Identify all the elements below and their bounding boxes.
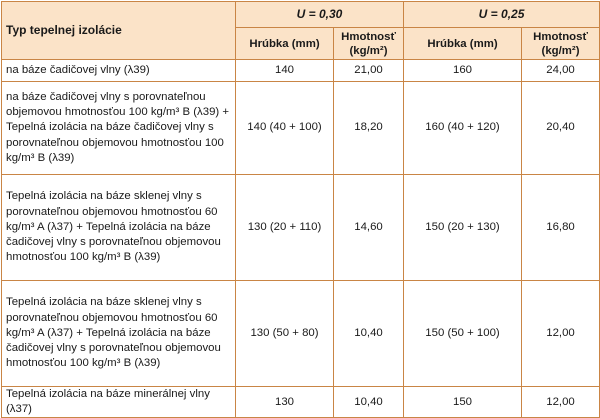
u025-weight-header: Hmotnosť (kg/m²) (522, 28, 600, 60)
u030-weight-cell: 21,00 (334, 60, 404, 82)
u025-weight-cell: 24,00 (522, 60, 600, 82)
u025-thickness-cell: 150 (20 + 130) (404, 175, 522, 281)
u025-weight-cell: 16,80 (522, 175, 600, 281)
u030-header-label: U = 0,30 (296, 6, 343, 21)
u030-thickness-header: Hrúbka (mm) (236, 28, 334, 60)
u030-thickness-cell: 130 (236, 387, 334, 418)
u030-thickness-cell: 130 (50 + 80) (236, 281, 334, 387)
row-description: na báze čadičovej vlny s porovnateľnou objemovou hmotnosťou 100 kg/m³ B (λ39) + Tepelná izolácia na báze čadičovej vlny s porovnateľnou objemovou hmotnosťou 100 kg/m³ B (λ39) (2, 82, 236, 175)
u025-thickness-cell: 150 (50 + 100) (404, 281, 522, 387)
u030-weight-cell: 10,40 (334, 281, 404, 387)
table-row (2, 387, 600, 418)
insulation-table (1, 1, 600, 418)
row-description: Tepelná izolácia na báze minerálnej vlny (λ37) (2, 387, 236, 418)
table-row (2, 60, 600, 82)
u025-thickness-header: Hrúbka (mm) (404, 28, 522, 60)
u025-thickness-cell: 150 (404, 387, 522, 418)
type-header: Typ tepelnej izolácie (2, 2, 236, 60)
u025-header-label: U = 0,25 (478, 6, 525, 21)
u030-weight-cell: 14,60 (334, 175, 404, 281)
u030-weight-cell: 10,40 (334, 387, 404, 418)
table-row (2, 175, 600, 281)
u025-weight-cell: 20,40 (522, 82, 600, 175)
u025-header (404, 2, 600, 28)
u030-weight-cell: 18,20 (334, 82, 404, 175)
u025-weight-cell: 12,00 (522, 387, 600, 418)
u025-thickness-cell: 160 (40 + 120) (404, 82, 522, 175)
u030-thickness-cell: 140 (40 + 100) (236, 82, 334, 175)
row-description: na báze čadičovej vlny (λ39) (2, 60, 236, 82)
u030-thickness-cell: 140 (236, 60, 334, 82)
u030-thickness-cell: 130 (20 + 110) (236, 175, 334, 281)
row-description: Tepelná izolácia na báze sklenej vlny s porovnateľnou objemovou hmotnosťou 60 kg/m³ A (λ37) + Tepelná izolácia na báze čadičovej vlny s porovnateľnou objemovou hmotnosťou 100 kg/m³ B (λ39) (2, 281, 236, 387)
row-description: Tepelná izolácia na báze sklenej vlny s porovnateľnou objemovou hmotnosťou 60 kg/m³ A (λ37) + Tepelná izolácia na báze čadičovej vlny s porovnateľnou objemovou hmotnosťou 100 kg/m³ B (λ39) (2, 175, 236, 281)
u030-weight-header: Hmotnosť (kg/m²) (334, 28, 404, 60)
header-row-top (2, 2, 600, 28)
table-row (2, 82, 600, 175)
u030-header (236, 2, 404, 28)
u025-weight-cell: 12,00 (522, 281, 600, 387)
table-row (2, 281, 600, 387)
u025-thickness-cell: 160 (404, 60, 522, 82)
